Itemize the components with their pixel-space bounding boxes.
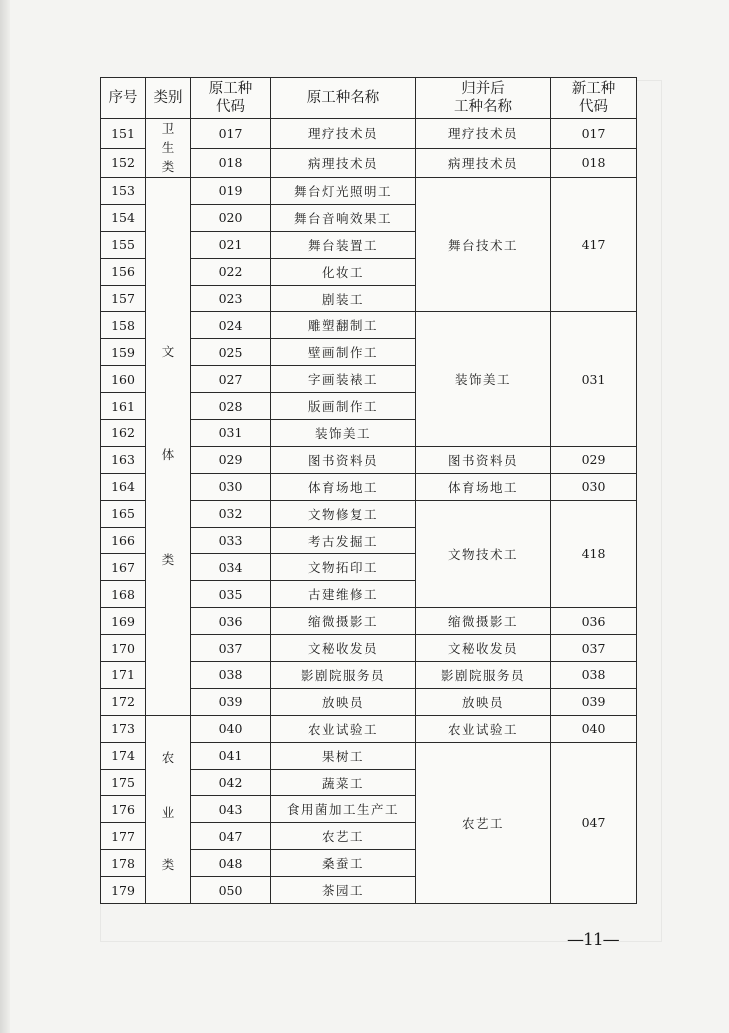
job-type-merge-table (100, 77, 637, 904)
merged-name-cell: 病理技术员 (416, 148, 551, 178)
orig-name-cell: 食用菌加工生产工 (271, 796, 416, 823)
merged-name-cell: 文秘收发员 (416, 635, 551, 662)
merged-name-cell: 影剧院服务员 (416, 662, 551, 689)
new-code-cell: 018 (551, 148, 637, 178)
new-code-cell: 417 (551, 178, 637, 312)
seq-cell: 157 (101, 285, 146, 312)
merged-name-cell: 图书资料员 (416, 446, 551, 473)
orig-name-cell: 考古发掘工 (271, 527, 416, 554)
new-code-cell: 039 (551, 688, 637, 715)
seq-cell: 160 (101, 366, 146, 393)
header-new-code: 新工种 代码 (551, 78, 637, 119)
merged-name-cell: 缩微摄影工 (416, 608, 551, 635)
header-orig-name: 原工种名称 (271, 78, 416, 119)
orig-code-cell: 031 (191, 420, 271, 447)
orig-code-cell: 021 (191, 231, 271, 258)
seq-cell: 163 (101, 446, 146, 473)
merged-name-cell: 装饰美工 (416, 312, 551, 446)
orig-name-cell: 放映员 (271, 688, 416, 715)
orig-name-cell: 装饰美工 (271, 420, 416, 447)
orig-code-cell: 023 (191, 285, 271, 312)
seq-cell: 161 (101, 393, 146, 420)
orig-name-cell: 壁画制作工 (271, 339, 416, 366)
seq-cell: 171 (101, 662, 146, 689)
orig-name-cell: 病理技术员 (271, 148, 416, 178)
orig-code-cell: 029 (191, 446, 271, 473)
new-code-cell: 029 (551, 446, 637, 473)
orig-code-cell: 034 (191, 554, 271, 581)
new-code-cell: 030 (551, 473, 637, 500)
seq-cell: 176 (101, 796, 146, 823)
orig-code-cell: 035 (191, 581, 271, 608)
merged-name-cell: 农艺工 (416, 742, 551, 903)
orig-code-cell: 030 (191, 473, 271, 500)
orig-name-cell: 文秘收发员 (271, 635, 416, 662)
seq-cell: 168 (101, 581, 146, 608)
orig-code-cell: 039 (191, 688, 271, 715)
table-row (101, 715, 637, 742)
new-code-cell: 418 (551, 500, 637, 608)
orig-code-cell: 050 (191, 877, 271, 904)
header-seq: 序号 (101, 78, 146, 119)
orig-name-cell: 农艺工 (271, 823, 416, 850)
seq-cell: 174 (101, 742, 146, 769)
orig-name-cell: 文物拓印工 (271, 554, 416, 581)
seq-cell: 151 (101, 119, 146, 149)
orig-name-cell: 古建维修工 (271, 581, 416, 608)
seq-cell: 159 (101, 339, 146, 366)
seq-cell: 153 (101, 178, 146, 205)
orig-code-cell: 036 (191, 608, 271, 635)
new-code-cell: 036 (551, 608, 637, 635)
orig-name-cell: 蔬菜工 (271, 769, 416, 796)
seq-cell: 169 (101, 608, 146, 635)
header-orig-code: 原工种 代码 (191, 78, 271, 119)
table-row (101, 119, 637, 149)
seq-cell: 154 (101, 204, 146, 231)
orig-code-cell: 027 (191, 366, 271, 393)
orig-code-cell: 047 (191, 823, 271, 850)
orig-name-cell: 农业试验工 (271, 715, 416, 742)
merged-name-cell: 农业试验工 (416, 715, 551, 742)
orig-code-cell: 025 (191, 339, 271, 366)
category-cell-agriculture: 农 业 类 (146, 715, 191, 903)
orig-code-cell: 019 (191, 178, 271, 205)
orig-name-cell: 果树工 (271, 742, 416, 769)
orig-name-cell: 舞台灯光照明工 (271, 178, 416, 205)
seq-cell: 172 (101, 688, 146, 715)
merged-name-cell: 理疗技术员 (416, 119, 551, 149)
orig-code-cell: 043 (191, 796, 271, 823)
orig-code-cell: 048 (191, 850, 271, 877)
orig-code-cell: 017 (191, 119, 271, 149)
seq-cell: 162 (101, 420, 146, 447)
orig-code-cell: 018 (191, 148, 271, 178)
orig-name-cell: 舞台音响效果工 (271, 204, 416, 231)
orig-name-cell: 理疗技术员 (271, 119, 416, 149)
merged-name-cell: 文物技术工 (416, 500, 551, 608)
header-merged-name: 归并后 工种名称 (416, 78, 551, 119)
seq-cell: 173 (101, 715, 146, 742)
table-row (101, 178, 637, 205)
orig-name-cell: 茶园工 (271, 877, 416, 904)
merged-name-cell: 体育场地工 (416, 473, 551, 500)
orig-name-cell: 图书资料员 (271, 446, 416, 473)
orig-code-cell: 037 (191, 635, 271, 662)
seq-cell: 177 (101, 823, 146, 850)
page-edge-shadow (0, 0, 10, 1033)
orig-name-cell: 体育场地工 (271, 473, 416, 500)
orig-code-cell: 042 (191, 769, 271, 796)
orig-name-cell: 版画制作工 (271, 393, 416, 420)
seq-cell: 164 (101, 473, 146, 500)
seq-cell: 175 (101, 769, 146, 796)
new-code-cell: 017 (551, 119, 637, 149)
orig-name-cell: 雕塑翻制工 (271, 312, 416, 339)
orig-name-cell: 桑蚕工 (271, 850, 416, 877)
orig-name-cell: 字画装裱工 (271, 366, 416, 393)
seq-cell: 167 (101, 554, 146, 581)
seq-cell: 178 (101, 850, 146, 877)
orig-code-cell: 022 (191, 258, 271, 285)
orig-code-cell: 024 (191, 312, 271, 339)
orig-name-cell: 剧装工 (271, 285, 416, 312)
orig-name-cell: 舞台装置工 (271, 231, 416, 258)
orig-name-cell: 缩微摄影工 (271, 608, 416, 635)
new-code-cell: 037 (551, 635, 637, 662)
seq-cell: 155 (101, 231, 146, 258)
orig-code-cell: 020 (191, 204, 271, 231)
seq-cell: 156 (101, 258, 146, 285)
orig-name-cell: 文物修复工 (271, 500, 416, 527)
orig-name-cell: 影剧院服务员 (271, 662, 416, 689)
new-code-cell: 047 (551, 742, 637, 903)
category-cell-health: 卫 生 类 (146, 119, 191, 178)
seq-cell: 152 (101, 148, 146, 178)
seq-cell: 179 (101, 877, 146, 904)
new-code-cell: 040 (551, 715, 637, 742)
orig-code-cell: 028 (191, 393, 271, 420)
new-code-cell: 031 (551, 312, 637, 446)
seq-cell: 170 (101, 635, 146, 662)
merged-name-cell: 放映员 (416, 688, 551, 715)
seq-cell: 166 (101, 527, 146, 554)
table-header-row (101, 78, 637, 119)
merged-name-cell: 舞台技术工 (416, 178, 551, 312)
page-number: —11— (567, 930, 619, 950)
orig-code-cell: 033 (191, 527, 271, 554)
orig-code-cell: 032 (191, 500, 271, 527)
orig-code-cell: 038 (191, 662, 271, 689)
header-category: 类别 (146, 78, 191, 119)
seq-cell: 158 (101, 312, 146, 339)
orig-code-cell: 041 (191, 742, 271, 769)
seq-cell: 165 (101, 500, 146, 527)
category-cell-culture-sports: 文 体 类 (146, 178, 191, 716)
new-code-cell: 038 (551, 662, 637, 689)
orig-name-cell: 化妆工 (271, 258, 416, 285)
orig-code-cell: 040 (191, 715, 271, 742)
